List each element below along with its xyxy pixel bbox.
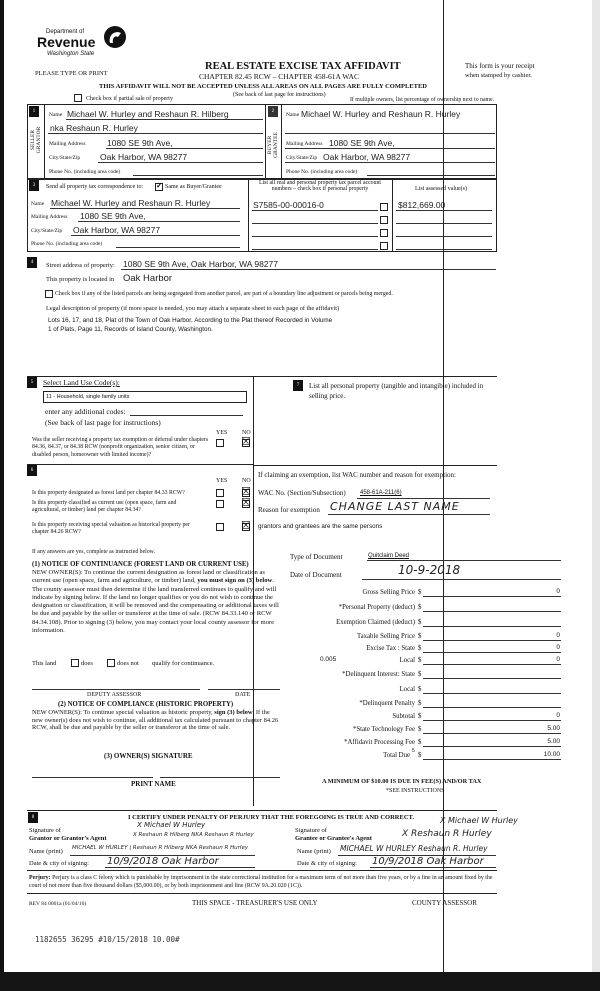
assessed-value-field-2[interactable] xyxy=(396,223,492,224)
dor-logo xyxy=(37,25,132,65)
exemption-header: If claiming an exemption, list WAC number and reason for exemption: xyxy=(258,471,456,479)
land-use-label: Select Land Use Code(s): xyxy=(43,378,120,387)
total-value: 0 xyxy=(556,588,560,595)
multiple-owners-note: If multiple owners, list percentage of ownership next to name. xyxy=(350,97,495,103)
notice1-bold: you must sign on (3) below xyxy=(197,577,273,585)
s5-see-back: (See back of last page for instructions) xyxy=(45,418,161,427)
deputy-date-line[interactable] xyxy=(208,689,280,690)
s6-historical-question: Is this property receiving special valuation as historical property per chapter 84.26 RCW? xyxy=(32,522,190,536)
s6-current-use-no-checkbox[interactable] xyxy=(242,500,250,508)
owner-signature-line-1[interactable] xyxy=(32,777,153,778)
grantor-date-field[interactable]: 10/9/2018 Oak Harbor xyxy=(107,856,219,867)
personal-property-checkbox-1[interactable] xyxy=(380,203,388,211)
s6-yes-header: YES xyxy=(216,478,228,484)
qualify-label: qualify for continuance. xyxy=(152,660,215,667)
buyer-name-field[interactable]: Michael W. Hurley and Reshaun R. Hurley xyxy=(301,109,461,119)
grantee-name-label: Name (print) xyxy=(297,848,331,855)
total-value-field[interactable] xyxy=(423,626,561,627)
section-number-2: 2 xyxy=(268,106,278,117)
currency-sign: $ xyxy=(418,700,422,707)
treasurer-use-only: THIS SPACE - TREASURER'S USE ONLY xyxy=(192,899,318,907)
same-as-buyer-checkbox[interactable] xyxy=(155,183,163,191)
total-value-field[interactable] xyxy=(423,678,561,679)
s3-phone-field[interactable] xyxy=(116,247,240,248)
grantor-name-label: Name (print) xyxy=(29,848,63,855)
warning-line: THIS AFFIDAVIT WILL NOT BE ACCEPTED UNLESS ALL AREAS ON ALL PAGES ARE FULLY COMPLETED xyxy=(99,83,427,90)
land-does-label: does xyxy=(81,660,93,667)
buyer-mail-field[interactable]: 1080 SE 9th Ave, xyxy=(329,138,395,148)
buyer-city-field[interactable]: Oak Harbor, WA 98277 xyxy=(323,152,411,162)
s6-historical-yes-checkbox[interactable] xyxy=(216,523,224,531)
s5-no-checkbox[interactable] xyxy=(242,439,250,447)
this-land-label: This land xyxy=(32,660,57,667)
total-label: Gross Selling Price xyxy=(362,589,415,596)
please-type: PLEASE TYPE OR PRINT xyxy=(35,70,108,77)
send-correspondence-label: Send all property tax correspondence to: xyxy=(46,184,144,190)
land-does-checkbox[interactable] xyxy=(71,659,79,667)
grantee-signature-1[interactable]: X Michael W Hurley xyxy=(440,816,518,825)
s3-name-field[interactable]: Michael W. Hurley and Reshaun R. Hurley xyxy=(51,198,211,208)
total-label: Exemption Claimed (deduct) xyxy=(336,619,415,626)
personal-property-checkbox-4[interactable] xyxy=(380,242,388,250)
s3-name-label: Name xyxy=(31,201,45,207)
reason-label: Reason for exemption xyxy=(258,506,320,514)
total-label: Subtotal xyxy=(392,713,415,720)
section-number-4: 4 xyxy=(27,257,37,268)
total-label: Local xyxy=(399,657,415,664)
buyer-city-label: City/State/Zip xyxy=(286,155,318,161)
total-value: 5.00 xyxy=(547,725,560,732)
doc-type-label: Type of Document xyxy=(290,553,343,561)
minimum-due-note: A MINIMUM OF $10.00 IS DUE IN FEE(S) AND/OR TAX xyxy=(322,778,482,785)
currency-sign: $ xyxy=(418,657,422,664)
doc-date-field[interactable]: 10-9-2018 xyxy=(398,563,461,577)
section-number-1: 1 xyxy=(29,106,39,117)
grantor-signature-2[interactable]: X Reshaun R Hilberg NKA Reshaun R Hurley xyxy=(133,832,254,838)
segregated-label: Check box if any of the listed parcels are being segregated from another parcel, are part of a boundary line adjustment or parcels being merged. xyxy=(55,291,393,297)
grantee-agent-label: Grantee or Grantee's Agent xyxy=(295,835,372,842)
notice2-bold: sign (3) below xyxy=(214,709,253,716)
legal-description-line1[interactable]: Lots 16, 17, and 18, Plat of the Town of Oak Harbor, According to the Plat thereof Recorded in Volume xyxy=(48,317,333,324)
assessed-header: List assessed value(s) xyxy=(415,186,467,192)
grantee-name-field[interactable]: MICHAEL W HURLEY Reshaun R. Hurley xyxy=(340,844,488,853)
grantor-name-field[interactable]: MICHAEL W HURLEY | Reshaun R Hilberg NKA Reshaun R Hurley xyxy=(72,845,249,851)
total-label: *Affidavit Processing Fee xyxy=(344,739,415,746)
total-label: Local xyxy=(399,686,415,693)
buyer-side-label: BUYER GRANTEE xyxy=(267,132,279,158)
s5-yes-checkbox[interactable] xyxy=(216,439,224,447)
notice2-text-b: . If the new owner(s) does not wish to continue, all additional tax calculated pursuant to chapter 84.26 RCW, shall be due and payable by the seller or transferor at the time of sale. xyxy=(32,709,279,731)
s3-city-label: City/State/Zip xyxy=(31,228,63,234)
total-value: 0 xyxy=(556,632,560,639)
perjury-label: Perjury: xyxy=(29,875,51,881)
section-number-7: 7 xyxy=(293,380,303,391)
notice3-title: (3) OWNER(S) SIGNATURE xyxy=(104,752,193,760)
local-tax-rate: 0.005 xyxy=(320,656,337,663)
s6-historical-no-checkbox[interactable] xyxy=(242,523,250,531)
grantor-sig-of: Signature of xyxy=(29,827,61,834)
see-back: (See back of last page for instructions) xyxy=(233,92,326,98)
legal-description-label: Legal description of property (if more space is needed, you may attach a separate sheet to each page of the affidavit) xyxy=(46,305,340,312)
section-number-8: 8 xyxy=(28,812,38,823)
total-value-field[interactable] xyxy=(423,707,561,708)
total-label: *Delinquent Penalty xyxy=(359,700,415,707)
s5-exemption-question: Was the seller receiving a property tax exemption or deferral under chapters 84.36, 84.37, or 84.38 RCW (nonprofit organization, senior citizen, or disabled person, homeowner with limited income)? xyxy=(32,437,209,458)
s6-forest-yes-checkbox[interactable] xyxy=(216,489,224,497)
logo-line2: Revenue xyxy=(37,34,96,50)
grantor-date-label: Date & city of signing: xyxy=(29,860,89,867)
seller-phone-field[interactable] xyxy=(133,175,263,176)
dor-logo-mark-icon xyxy=(103,25,127,49)
parcel-header: List all real and personal property tax parcel account numbers – check box if personal property xyxy=(258,180,381,193)
buyer-name-label: Name xyxy=(286,112,300,118)
deputy-date-label: DATE xyxy=(235,692,251,698)
section-number-6: 6 xyxy=(27,465,37,476)
print-name-label: PRINT NAME xyxy=(131,780,176,788)
seller-name-field-2[interactable]: nka Reshaun R. Hurley xyxy=(50,123,138,133)
deputy-assessor-signature-line[interactable] xyxy=(32,689,200,690)
grantee-date-label: Date & city of signing: xyxy=(297,860,357,867)
currency-sign: $ xyxy=(418,619,422,626)
seller-mail-label: Mailing Address xyxy=(49,141,86,147)
cashier-stamp: 1182655 36295 #10/15/2018 10.00# xyxy=(35,935,180,944)
land-use-select[interactable] xyxy=(43,391,247,403)
scan-bottom-edge xyxy=(0,972,600,991)
seller-name-field[interactable]: Michael W. Hurley and Reshaun R. Hilberg xyxy=(67,109,229,119)
assessed-value-field-4[interactable] xyxy=(396,249,492,250)
segregated-checkbox[interactable] xyxy=(45,290,53,298)
notice1-text xyxy=(32,569,282,635)
land-does-not-checkbox[interactable] xyxy=(107,659,115,667)
currency-sign: $ xyxy=(418,739,422,746)
chapter-line: CHAPTER 82.45 RCW – CHAPTER 458-61A WAC xyxy=(199,72,359,81)
certify-statement: I CERTIFY UNDER PENALTY OF PERJURY THAT THE FOREGOING IS TRUE AND CORRECT. xyxy=(128,814,415,821)
notice1-title: (1) NOTICE OF CONTINUANCE (FOREST LAND OR CURRENT USE) xyxy=(32,561,249,568)
street-address-label: Street address of property: xyxy=(46,262,115,269)
s3-phone-label: Phone No. (including area code) xyxy=(31,241,103,247)
doc-date-label: Date of Document xyxy=(290,571,342,579)
doc-type-field[interactable]: Quitclaim Deed xyxy=(368,553,410,559)
currency-sign: $ xyxy=(418,633,422,640)
personal-property-list-label: List all personal property (tangible and intangible) included in selling price. xyxy=(309,382,484,400)
parcel-number-field-2[interactable] xyxy=(252,223,378,224)
total-value: 0 xyxy=(556,712,560,719)
total-label: *Delinquent Interest: State xyxy=(342,671,415,678)
total-label: *Personal Property (deduct) xyxy=(338,604,415,611)
receipt-line2: when stamped by cashier. xyxy=(465,72,532,79)
scan-right-edge xyxy=(592,0,600,972)
total-label: Total Due xyxy=(383,752,410,759)
partial-sale-label: Check box if partial sale of property xyxy=(86,96,173,102)
s3-mail-label: Mailing Address xyxy=(31,214,68,220)
total-label: Excise Tax : State xyxy=(366,645,415,652)
total-value-field[interactable] xyxy=(423,611,561,612)
perjury-notice xyxy=(29,874,499,890)
currency-sign: $ xyxy=(418,604,422,611)
buyer-mail-label: Mailing Address xyxy=(286,141,323,147)
s5-yes-header: YES xyxy=(216,430,228,436)
parcel-number-field[interactable]: S7585-00-00016-0 xyxy=(253,200,324,210)
currency-sign: $ xyxy=(418,752,422,759)
notice2-text xyxy=(32,709,282,732)
total-value: 0 xyxy=(556,644,560,651)
total-value: 0 xyxy=(556,656,560,663)
seller-city-field[interactable]: Oak Harbor, WA 98277 xyxy=(100,152,188,162)
wac-field[interactable]: 458-61A-211(6) xyxy=(360,490,402,496)
section-number-5: 5 xyxy=(27,377,37,388)
land-use-value: 11 - Household, single family units xyxy=(46,394,130,400)
s3-mail-field[interactable]: 1080 SE 9th Ave, xyxy=(80,211,146,221)
total-value-field[interactable] xyxy=(423,652,561,653)
total-value: 5.00 xyxy=(547,738,560,745)
logo-line3: Washington State xyxy=(47,51,95,57)
total-label: Taxable Selling Price xyxy=(356,633,415,640)
currency-sign: $ xyxy=(418,589,422,596)
assessed-value-field[interactable]: $812,669.00 xyxy=(398,200,446,210)
street-address-field[interactable]: 1080 SE 9th Ave, Oak Harbor, WA 98277 xyxy=(123,259,278,269)
seller-phone-label: Phone No. (including area code) xyxy=(49,169,121,175)
notice2-title: (2) NOTICE OF COMPLIANCE (HISTORIC PROPERTY) xyxy=(58,701,234,708)
total-value-field[interactable] xyxy=(423,720,561,721)
owner-signature-line-2[interactable] xyxy=(160,777,280,778)
total-value-field[interactable] xyxy=(423,746,561,747)
grantee-date-field[interactable]: 10/9/2018 Oak Harbor xyxy=(372,856,484,867)
located-in-label: This property is located in xyxy=(46,276,115,283)
see-instructions: *SEE INSTRUCTIONS xyxy=(386,788,445,794)
receipt-line1: This form is your receipt xyxy=(465,62,535,70)
total-due-mark: 5 xyxy=(412,748,415,754)
s6-current-use-question: Is this property classified as current use (open space, farm and agricultural, or timber) land per chapter 84.34? xyxy=(32,500,177,514)
buyer-phone-field[interactable] xyxy=(367,175,495,176)
notice1-text-a: NEW OWNER(S): To continue the current designation as forest land or classification as current use (open space, farm and agriculture, or timber) land, xyxy=(32,569,265,585)
parcel-number-field-4[interactable] xyxy=(252,249,378,250)
additional-codes-label: enter any additional codes: xyxy=(45,407,126,416)
if-any-yes: If any answers are yes, complete as instructed below. xyxy=(32,549,155,555)
deputy-assessor-label: DEPUTY ASSESSOR xyxy=(87,692,142,698)
s6-forest-question: Is this property designated as forest land per chapter 84.33 RCW? xyxy=(32,490,185,496)
grantee-signature-2[interactable]: X Reshaun R Hurley xyxy=(402,829,492,839)
currency-sign: $ xyxy=(418,671,422,678)
county-assessor: COUNTY ASSESSOR xyxy=(412,899,477,907)
total-value-field[interactable] xyxy=(423,693,561,694)
grantor-agent-label: Grantor or Grantor's Agent xyxy=(29,835,107,842)
located-in-field[interactable]: Oak Harbor xyxy=(123,273,173,284)
notice1-text-b: . The county assessor must then determine if the land transferred continues to qualify and will indicate by signing below. If the land no longer qualifies or you do not wish to continue the designation or classification, it will be removed and the compensating or additional taxes will be due and payable by the seller or transferor at the time of sale. (RCW 84.33.140 or RCW 84.34.108). Prior to signing (3) below, you may contact your local county assessor for more information. xyxy=(32,577,279,635)
scan-left-edge xyxy=(0,0,4,991)
s5-no-header: NO xyxy=(242,430,251,436)
seller-city-label: City/State/Zip xyxy=(49,155,81,161)
seller-mail-field[interactable]: 1080 SE 9th Ave, xyxy=(107,138,173,148)
total-value-field[interactable] xyxy=(423,759,561,760)
grantee-sig-of: Signature of xyxy=(295,827,327,834)
personal-property-checkbox-3[interactable] xyxy=(380,229,388,237)
total-value-field[interactable] xyxy=(423,733,561,734)
currency-sign: $ xyxy=(418,686,422,693)
total-value: 10.00 xyxy=(543,751,560,758)
additional-codes-field[interactable] xyxy=(130,415,243,416)
currency-sign: $ xyxy=(418,713,422,720)
seller-side-label: SELLER GRANTOR xyxy=(30,126,42,154)
seller-name-label: Name xyxy=(49,112,63,118)
legal-description-line2[interactable]: 1 of Plats, Page 11, Records of Island County, Washington. xyxy=(48,326,213,333)
s6-current-use-yes-checkbox[interactable] xyxy=(216,500,224,508)
currency-sign: $ xyxy=(418,726,422,733)
logo-line1: Department of xyxy=(46,29,85,35)
total-value-field[interactable] xyxy=(423,640,561,641)
s3-city-field[interactable]: Oak Harbor, WA 98277 xyxy=(73,225,161,235)
assessed-value-field-3[interactable] xyxy=(396,236,492,237)
notice2-text-a: NEW OWNER(S): To continue special valuation as historic property, xyxy=(32,709,213,716)
same-as-buyer-label: Same as Buyer/Grantee xyxy=(165,184,222,190)
parcel-number-field-3[interactable] xyxy=(252,236,378,237)
currency-sign: $ xyxy=(418,645,422,652)
land-does-not-label: does not xyxy=(117,660,139,667)
total-value-field[interactable] xyxy=(423,664,561,665)
grantor-signature-1[interactable]: X Michael W Hurley xyxy=(137,821,206,829)
wac-label: WAC No. (Section/Subsection) xyxy=(258,489,346,497)
total-label: *State Technology Fee xyxy=(352,726,415,733)
section-number-3: 3 xyxy=(29,180,39,191)
reason-field[interactable]: CHANGE LAST NAME xyxy=(330,500,460,513)
personal-property-checkbox-2[interactable] xyxy=(380,216,388,224)
perjury-text: Perjury is a class C felony which is punishable by imprisonment in the state correctional institution for a maximum term of not more than five years, or by a fine in an amount fixed by the court of not more than five thousand dollars ($5,000.00), or by both imprisonment and fine (RCW 9A.20.020 (1C)). xyxy=(29,875,493,889)
form-revision: REV 84 0001a (01/04/16) xyxy=(29,901,87,907)
form-title: REAL ESTATE EXCISE TAX AFFIDAVIT xyxy=(205,61,401,72)
partial-sale-checkbox[interactable] xyxy=(74,94,82,102)
s6-no-header: NO xyxy=(242,478,251,484)
total-value-field[interactable] xyxy=(423,596,561,597)
reason-detail[interactable]: grantors and grantees are the same persons xyxy=(258,523,383,530)
buyer-phone-label: Phone No. (including area code) xyxy=(286,169,358,175)
